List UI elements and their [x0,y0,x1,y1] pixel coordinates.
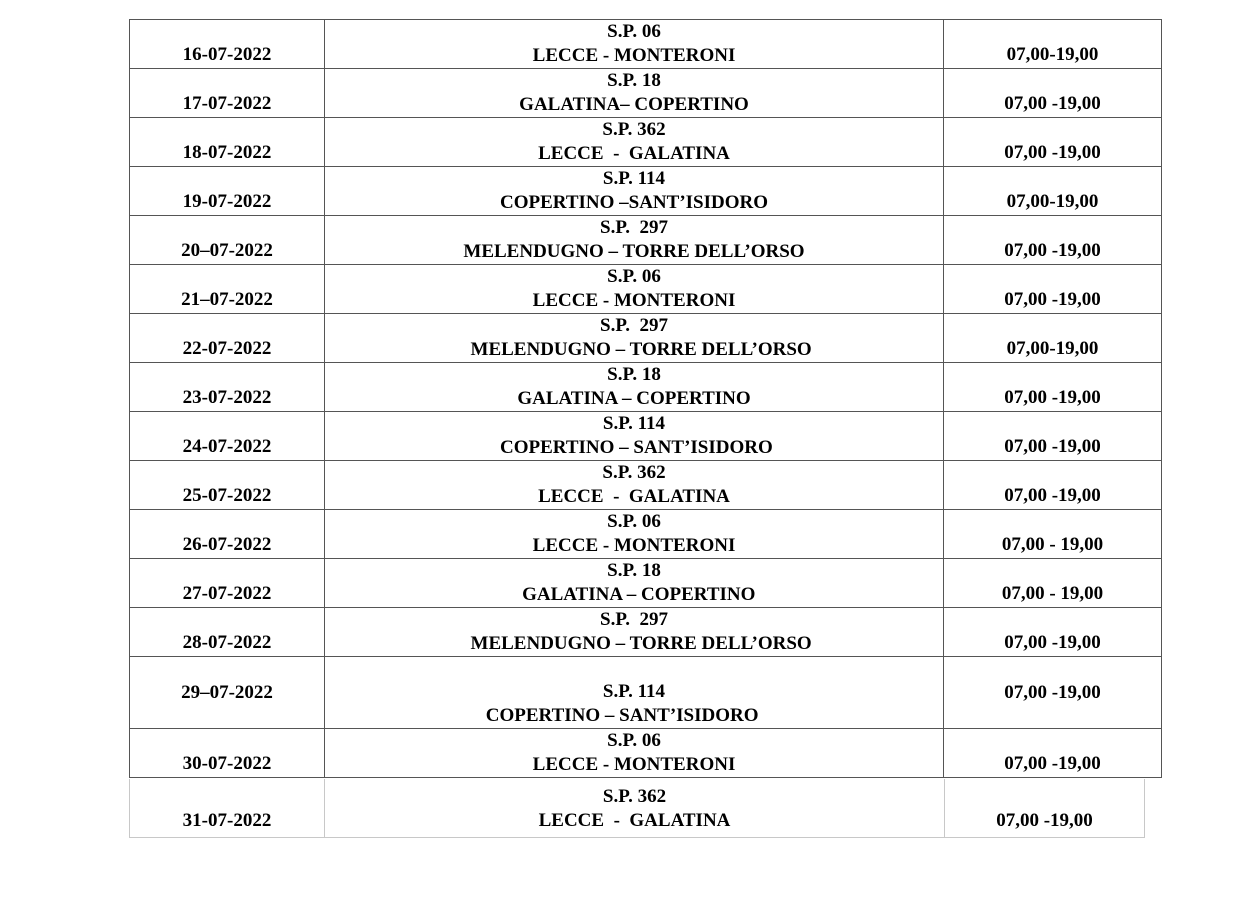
hours-cell: 07,00 -19,00 [944,216,1162,265]
road-number: S.P. 362 [602,119,666,140]
road-route: COPERTINO – SANT’ISIDORO [485,705,783,726]
hours-cell: 07,00-19,00 [944,20,1162,69]
road-cell [325,729,944,778]
table-row [130,20,1162,69]
road-cell [325,118,944,167]
hours-cell: 07,00 - 19,00 [944,510,1162,559]
road-number: S.P. 297 [600,609,668,630]
schedule-table-last-row [129,779,1145,838]
table-row [130,363,1162,412]
road-number: S.P. 06 [607,21,661,42]
table-row [130,167,1162,216]
date-cell: 30-07-2022 [130,729,325,778]
date-cell: 28-07-2022 [130,608,325,657]
road-cell [325,20,944,69]
schedule-rows [130,20,1162,778]
date-cell: 17-07-2022 [130,69,325,118]
table-row [130,510,1162,559]
table-row [130,69,1162,118]
table-row [130,461,1162,510]
hours-cell: 07,00 - 19,00 [944,559,1162,608]
road-route: COPERTINO – SANT’ISIDORO [495,437,773,458]
table-row [130,314,1162,363]
road-cell [325,412,944,461]
date-cell: 19-07-2022 [130,167,325,216]
road-route: GALATINA – COPERTINO [517,388,751,409]
road-route: MELENDUGNO – TORRE DELL’ORSO [456,339,812,360]
road-route: LECCE - GALATINA [538,486,730,507]
road-route: COPERTINO –SANT’ISIDORO [499,192,768,213]
road-number: S.P. 18 [607,364,661,385]
road-number: S.P. 06 [607,266,661,287]
road-route: LECCE - GALATINA [538,143,730,164]
table-row [130,559,1162,608]
road-route: LECCE - MONTERONI [532,45,736,66]
road-cell [325,69,944,118]
hours-cell: 07,00 -19,00 [944,412,1162,461]
road-number: S.P. 297 [600,217,668,238]
road-route: MELENDUGNO – TORRE DELL’ORSO [463,241,805,262]
road-route: MELENDUGNO – TORRE DELL’ORSO [456,633,812,654]
road-number: S.P. 362 [602,785,667,807]
road-cell [325,167,944,216]
road-cell [325,363,944,412]
table-row [130,265,1162,314]
date-cell: 24-07-2022 [130,412,325,461]
table-row [130,729,1162,778]
date-cell: 25-07-2022 [130,461,325,510]
road-number: S.P. 06 [607,730,661,751]
date-cell: 26-07-2022 [130,510,325,559]
date-cell: 20–07-2022 [130,216,325,265]
road-cell [325,657,944,729]
road-route: GALATINA– COPERTINO [519,94,749,115]
hours-cell: 07,00 -19,00 [944,265,1162,314]
table-row [130,657,1162,729]
road-number: S.P. 114 [602,681,666,702]
date-cell: 27-07-2022 [130,559,325,608]
hours-cell: 07,00 -19,00 [944,657,1162,729]
hours-cell: 07,00 -19,00 [944,118,1162,167]
road-route: LECCE - MONTERONI [532,535,736,556]
date-cell: 18-07-2022 [130,118,325,167]
date-cell: 23-07-2022 [130,363,325,412]
hours-cell: 07,00 -19,00 [944,461,1162,510]
road-number: S.P. 18 [607,70,661,91]
date-cell: 29–07-2022 [130,657,325,729]
road-number: S.P. 114 [602,413,666,434]
date-cell: 16-07-2022 [130,20,325,69]
road-cell [325,559,944,608]
hours-cell: 07,00 -19,00 [944,363,1162,412]
road-route: LECCE - MONTERONI [532,290,736,311]
table-row [130,118,1162,167]
hours-cell: 07,00 -19,00 [944,608,1162,657]
road-number: S.P. 18 [607,560,661,581]
road-cell [325,779,945,837]
road-number: S.P. 362 [602,462,666,483]
road-number: S.P. 06 [607,511,661,532]
table-row [130,412,1162,461]
hours-cell: 07,00 -19,00 [944,729,1162,778]
table-row [130,608,1162,657]
road-route: GALATINA – COPERTINO [512,584,756,605]
road-route: LECCE - GALATINA [538,809,731,831]
date-cell: 31-07-2022 [130,779,325,837]
road-route: LECCE - MONTERONI [532,754,736,775]
table-row [130,216,1162,265]
road-cell [325,314,944,363]
hours-cell: 07,00-19,00 [944,314,1162,363]
road-cell [325,608,944,657]
schedule-table [129,19,1162,778]
hours-cell: 07,00 -19,00 [944,69,1162,118]
table-row [130,779,1145,837]
road-cell [325,510,944,559]
hours-cell: 07,00-19,00 [944,167,1162,216]
road-number: S.P. 297 [600,315,668,336]
road-cell [325,216,944,265]
road-number: S.P. 114 [602,168,666,189]
date-cell: 21–07-2022 [130,265,325,314]
road-cell [325,265,944,314]
hours-cell: 07,00 -19,00 [945,779,1145,837]
date-cell: 22-07-2022 [130,314,325,363]
road-cell [325,461,944,510]
